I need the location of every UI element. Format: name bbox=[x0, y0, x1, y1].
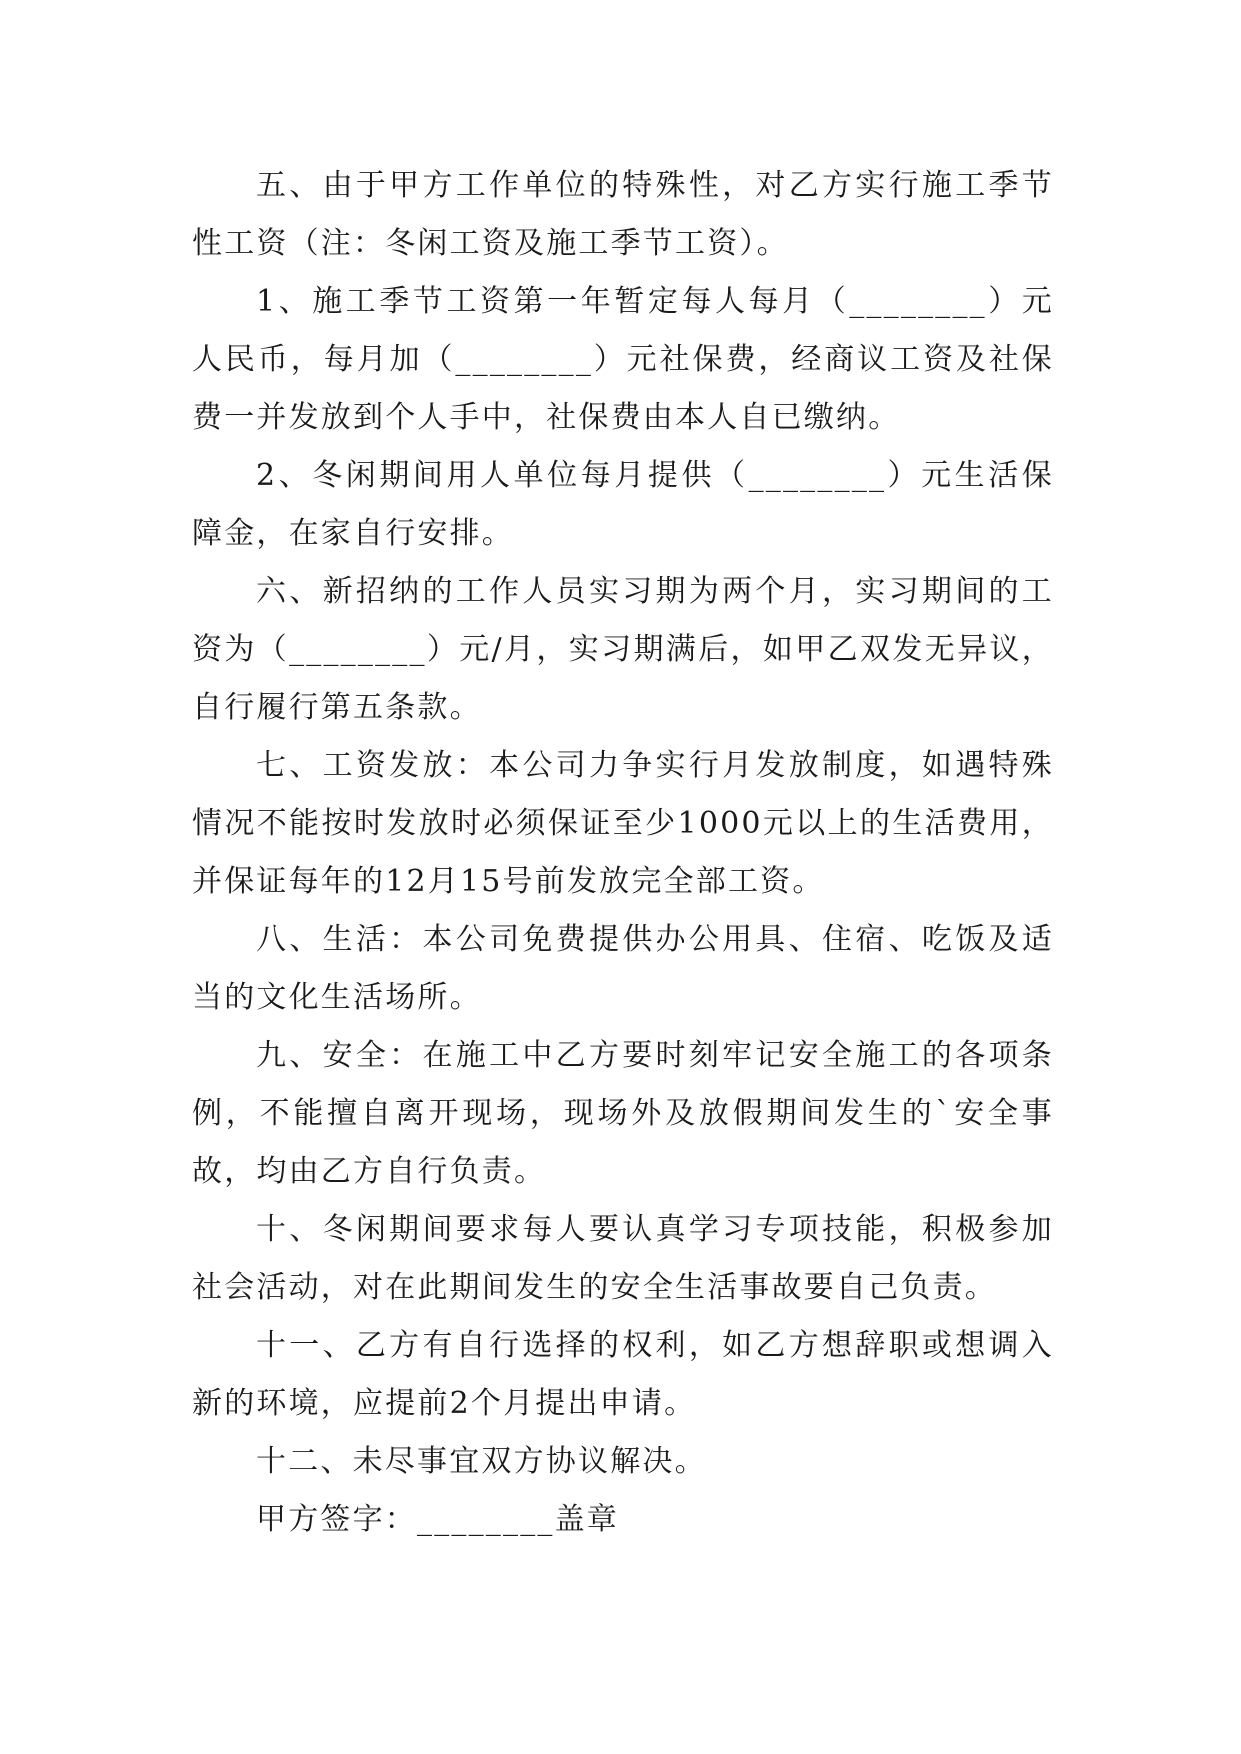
paragraph-clause-5-item-2: 2、冬闲期间用人单位每月提供（________）元生活保障金，在家自行安排。 bbox=[192, 458, 1054, 551]
paragraph-clause-10: 十、冬闲期间要求每人要认真学习专项技能，积极参加社会活动，对在此期间发生的安全生活事故要自己负责。 bbox=[192, 1212, 1054, 1305]
paragraph-clause-5: 五、由于甲方工作单位的特殊性，对乙方实行施工季节性工资（注：冬闲工资及施工季节工资）。 bbox=[192, 168, 1054, 261]
paragraph-clause-12: 十二、未尽事宜双方协议解决。 bbox=[256, 1444, 707, 1479]
paragraph-clause-11: 十一、乙方有自行选择的权利，如乙方想辞职或想调入新的环境，应提前2个月提出申请。 bbox=[192, 1328, 1054, 1421]
paragraph-clause-5-item-1: 1、施工季节工资第一年暂定每人每月（________）元人民币，每月加（________）元社保费，经商议工资及社保费一并发放到个人手中，社保费由本人自已缴纳。 bbox=[192, 284, 1054, 435]
paragraph-clause-9: 九、安全：在施工中乙方要时刻牢记安全施工的各项条例，不能擅自离开现场，现场外及放假期间发生的`安全事故，均由乙方自行负责。 bbox=[192, 1038, 1054, 1189]
signature-line: 甲方签字：________盖章 bbox=[256, 1502, 619, 1537]
document-body bbox=[192, 157, 1054, 1549]
paragraph-clause-7: 七、工资发放：本公司力争实行月发放制度，如遇特殊情况不能按时发放时必须保证至少1000元以上的生活费用，并保证每年的12月15号前发放完全部工资。 bbox=[192, 748, 1054, 899]
paragraph-clause-8: 八、生活：本公司免费提供办公用具、住宿、吃饭及适当的文化生活场所。 bbox=[192, 922, 1054, 1015]
paragraph-clause-6: 六、新招纳的工作人员实习期为两个月，实习期间的工资为（________）元/月，实习期满后，如甲乙双发无异议，自行履行第五条款。 bbox=[192, 574, 1054, 725]
